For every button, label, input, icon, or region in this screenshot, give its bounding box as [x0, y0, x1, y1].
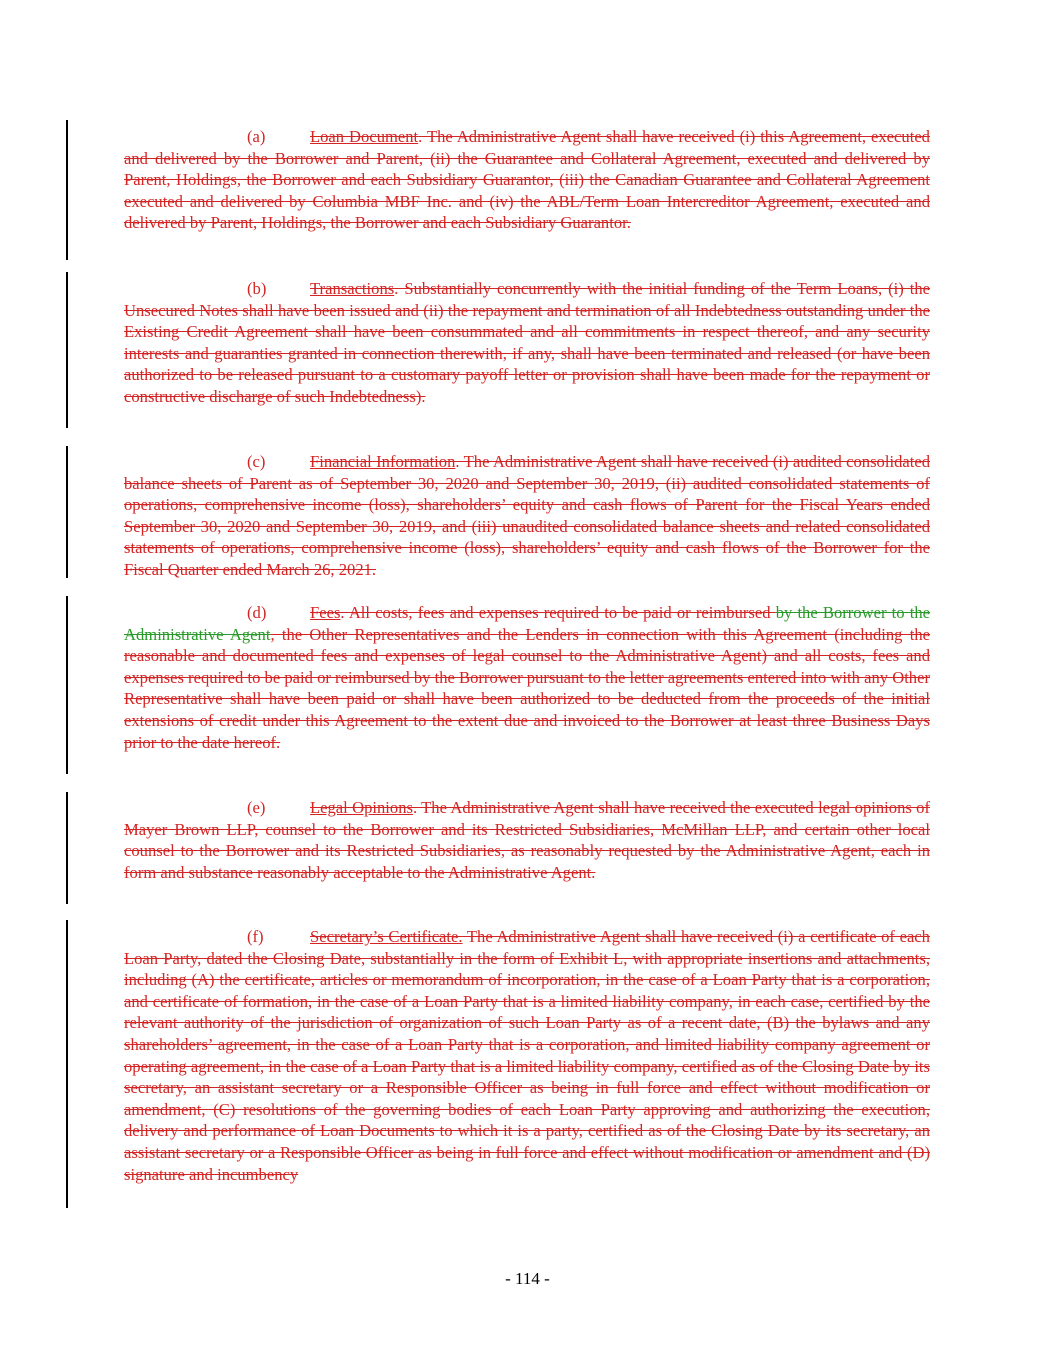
section-e-label: (e)	[247, 798, 266, 817]
section-d-body-pre: . All costs, fees and expenses required to be paid or reimbursed	[340, 603, 776, 622]
section-b-title: Transactions	[310, 279, 395, 298]
section-b-body: . Substantially concurrently with the initial funding of the Term Loans, (i) the Unsecured Notes shall have been issued and (ii) the repayment and termination of all Indebtedness outstanding under the Existing Credit Agreement shall have been consummated and all commitments in respect thereof, and any security interests and guaranties granted in connection therewith, if any, shall have been terminated and released (or have been authorized to be released pursuant to a customary payoff letter or provision shall have been made for the repayment or constructive discharge of such Indebtedness).	[124, 279, 930, 406]
section-c-body: . The Administrative Agent shall have received (i) audited consolidated balance sheets of Parent as of September 30, 2020 and September 30, 2019, (ii) audited consolidated statements of operations, comprehensive income (loss), shareholders’ equity and cash flows of Parent for the Fiscal Years ended September 30, 2020 and September 30, 2019, and (iii) unaudited consolidated balance sheets and related consolidated statements of operations, comprehensive income (loss), shareholders’ equity and cash flows of the Borrower for the Fiscal Quarter ended March 26, 2021.	[124, 452, 931, 579]
section-b-label: (b)	[247, 279, 267, 298]
section-d	[124, 602, 930, 753]
change-bar-e	[66, 792, 68, 904]
change-bar-c	[66, 446, 68, 578]
change-bar-f	[66, 920, 68, 1208]
section-a-title: Loan Document	[310, 127, 419, 146]
section-c-title: Financial Information	[310, 452, 456, 471]
section-f-title: Secretary’s Certificate.	[310, 927, 463, 946]
change-bar-d	[66, 596, 68, 774]
section-a	[124, 126, 930, 234]
section-d-inserted-text: by the Borrower to the Administrative Agent	[124, 603, 930, 644]
section-e	[124, 797, 930, 883]
section-c	[124, 451, 930, 581]
section-a-label: (a)	[247, 127, 266, 146]
change-bar-a	[66, 120, 68, 260]
section-d-title: Fees	[310, 603, 341, 622]
section-d-label: (d)	[247, 603, 267, 622]
section-a-body: . The Administrative Agent shall have received (i) this Agreement, executed and delivered by the Borrower and Parent, (ii) the Guarantee and Collateral Agreement, executed and delivered by Parent, Holdings, the Borrower and each Subsidiary Guarantor, (iii) the Canadian Guarantee and Collateral Agreement executed and delivered by Columbia MBF Inc. and (iv) the ABL/Term Loan Intercreditor Agreement, executed and delivered by Parent, Holdings, the Borrower and each Subsidiary Guarantor.	[124, 127, 930, 233]
section-e-body: . The Administrative Agent shall have received the executed legal opinions of Mayer Brown LLP, counsel to the Borrower and its Restricted Subsidiaries, McMillan LLP, and certain other local counsel to the Borrower and its Restricted Subsidiaries, as reasonably requested by the Administrative Agent, each in form and substance reasonably acceptable to the Administrative Agent.	[124, 798, 930, 882]
section-f-label: (f)	[247, 927, 264, 946]
section-e-title: Legal Opinions	[310, 798, 413, 817]
section-c-label: (c)	[247, 452, 266, 471]
change-bar-b	[66, 272, 68, 428]
section-f-body: The Administrative Agent shall have received (i) a certificate of each Loan Party, dated the Closing Date, substantially in the form of Exhibit L, with appropriate insertions and attachments, including (A) the certificate, articles or memorandum of incorporation, in the case of a Loan Party that is a corporation, and certificate of formation, in the case of a Loan Party that is a limited liability company, in each case, certified by the relevant authority of the jurisdiction of organization of such Loan Party as of a recent date, (B) the bylaws and any shareholders’ agreement, in the case of a Loan Party that is a corporation, and limited liability company agreement or operating agreement, in the case of a Loan Party that is a limited liability company, certified as of the Closing Date by its secretary, an assistant secretary or a Responsible Officer as being in full force and effect without modification or amendment, (C) resolutions of the governing bodies of each Loan Party approving and authorizing the execution, delivery and performance of Loan Documents to which it is a party, certified as of the Closing Date by its secretary, an assistant secretary or a Responsible Officer as being in full force and effect without modification or amendment and (D) signature and incumbency	[124, 927, 930, 1184]
section-f	[124, 926, 930, 1185]
page-number: - 114 -	[505, 1269, 550, 1288]
section-d-body-post: , the Other Representatives and the Lenders in connection with this Agreement (including the reasonable and documented fees and expenses of legal counsel to the Administrative Agent) and all costs, fees and expenses required to be paid or reimbursed by the Borrower pursuant to the letter agreements entered into with any Other Representative shall have been paid or shall have been authorized to be deducted from the proceeds of the initial extensions of credit under this Agreement to the extent due and invoiced to the Borrower at least three Business Days prior to the date hereof.	[124, 624, 930, 752]
section-b	[124, 278, 930, 408]
